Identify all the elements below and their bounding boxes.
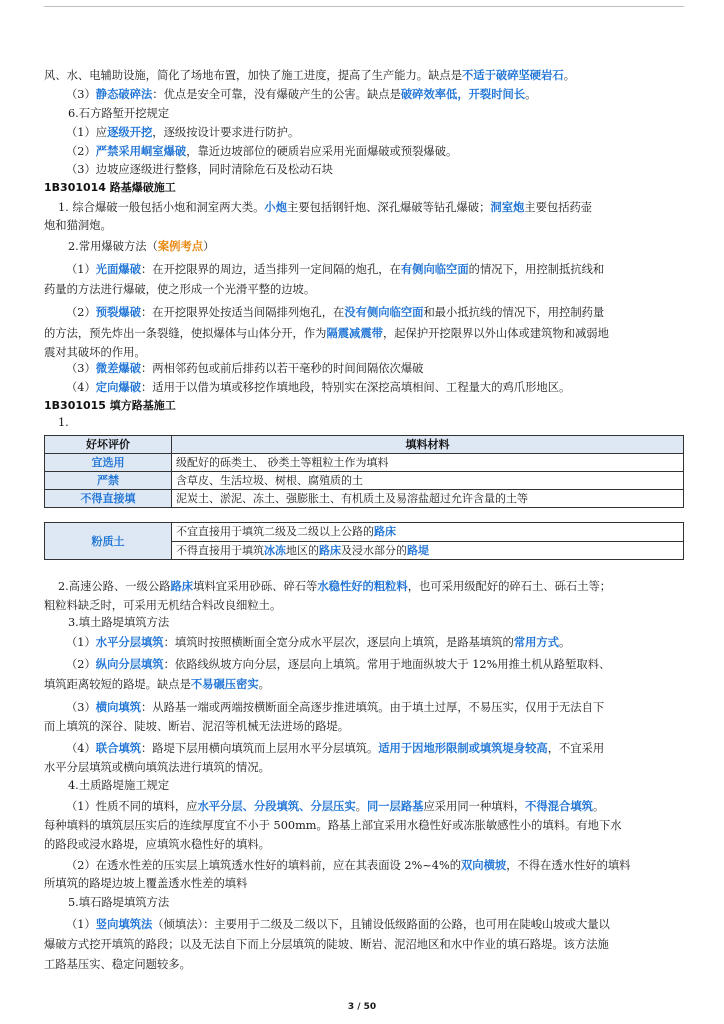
text-line: 工路基压实、稳定问题较多。 xyxy=(44,958,191,971)
text-line: 所填筑的路堤边坡上覆盖透水性差的填料 xyxy=(44,877,248,890)
text-line: （3）横向填筑：从路基一端或两端按横断面全高逐步推进填筑。由于填土过厚，不易压实，仅用于无法自下 xyxy=(66,700,605,714)
text-line: 2.高速公路、一级公路路床填料宜采用砂砾、碎石等水稳性好的粗粒料，也可采用级配好的碎石土、砾石土等； xyxy=(58,579,612,593)
page-number: 3 / 50 xyxy=(347,1002,377,1012)
text-line: 炮和猫洞炮。 xyxy=(44,219,112,232)
text-line: （1）水平分层填筑：填筑时按照横断面全宽分成水平层次，逐层向上填筑，是路基填筑的常用方式。 xyxy=(66,635,571,649)
text-line: 爆破方式挖开填筑的路段；以及无法自下而上分层填筑的陡坡、断岩、泥沼地区和水中作业的填石路堤。该方法施 xyxy=(44,938,609,951)
table-cell-rating: 不得直接填 xyxy=(45,490,172,508)
text-line: 填筑距离较短的路堤。缺点是不易碾压密实。 xyxy=(44,677,270,691)
table-row xyxy=(45,454,684,472)
text-line: （2）在透水性差的压实层上填筑透水性好的填料前，应在其表面设 2%~4%的双向横坡，不得在透水性好的填料 xyxy=(66,858,631,872)
text-line: 3.填土路堤填筑方法 xyxy=(68,616,170,629)
table-cell-rating: 宜选用 xyxy=(45,454,172,472)
table-row xyxy=(45,472,684,490)
text-line: （1）光面爆破：在开挖限界的周边，适当排列一定间隔的炮孔，在有侧向临空面的情况下，用控制抵抗线和 xyxy=(66,262,605,276)
text-line: 粗粒料缺乏时，可采用无机结合料改良细粒土。 xyxy=(44,599,282,612)
table-row xyxy=(45,523,684,542)
table-cell-material: 级配好的砾类土、 砂类土等粗粒土作为填料 xyxy=(172,454,684,472)
text-line: （2）严禁采用峒室爆破，靠近边坡部位的硬质岩应采用光面爆破或预裂爆破。 xyxy=(66,144,458,158)
text-line: （2）纵向分层填筑：依路线纵坡方向分层，逐层向上填筑。常用于地面纵坡大于 12%用推土机从路堑取料、 xyxy=(66,657,611,671)
table-header-row xyxy=(45,436,684,454)
text-line: 震对其破坏的作用。 xyxy=(44,346,146,359)
table-cell-material: 含草皮、生活垃圾、树根、腐殖质的土 xyxy=(172,472,684,490)
table-cell-soil-type: 粉质土 xyxy=(45,523,172,560)
text-line: （4）联合填筑：路堤下层用横向填筑而上层用水平分层填筑。适用于因地形限制或填筑堤身较高，不宜采用 xyxy=(66,741,605,755)
text-line: （1）性质不同的填料，应水平分层、分段填筑、分层压实。同一层路基应采用同一种填料，不得混合填筑。 xyxy=(66,799,605,813)
section-heading: 1B301014 路基爆破施工 xyxy=(44,181,176,194)
table-header-cell: 好坏评价 xyxy=(45,436,172,454)
text-line: （4）定向爆破：适用于以借为填或移挖作填地段，特别实在深挖高填相间、工程量大的鸡爪形地区。 xyxy=(66,380,571,394)
text-line: 2.常用爆破方法（案例考点） xyxy=(68,239,215,253)
table-cell-rule: 不宜直接用于填筑二级及二级以上公路的路床 xyxy=(172,523,684,542)
header-rule xyxy=(44,6,684,7)
table-cell-material: 泥炭土、淤泥、冻土、强膨胀土、有机质土及易溶盐超过允许含量的土等 xyxy=(172,490,684,508)
text-line: 每种填料的填筑层压实后的连续厚度宜不小于 500mm。路基上部宜采用水稳性好或冻胀敏感性小的填料。有地下水 xyxy=(44,819,622,832)
fill-material-table xyxy=(44,435,684,508)
text-line: 药量的方法进行爆破，使之形成一个光滑平整的边坡。 xyxy=(44,283,316,296)
text-line: 6.石方路堑开挖规定 xyxy=(68,107,170,120)
text-line: （3）微差爆破：两相邻药包或前后排药以若干毫秒的时间间隔依次爆破 xyxy=(66,361,424,375)
section-heading: 1B301015 填方路基施工 xyxy=(44,399,176,412)
text-line: 的路段或浸水路堤，应填筑水稳性好的填料。 xyxy=(44,838,270,851)
table-row xyxy=(45,490,684,508)
text-line: （1）竖向填筑法（倾填法）：主要用于二级及二级以下，且铺设低级路面的公路，也可用在陡峻山坡或大量以 xyxy=(66,917,610,931)
text-line: 水平分层填筑或横向填筑法进行填筑的情况。 xyxy=(44,761,270,774)
silty-soil-table xyxy=(44,522,684,560)
text-line: （2）预裂爆破：在开挖限界处按适当间隔排列炮孔，在没有侧向临空面和最小抵抗线的情况下，用控制药量 xyxy=(66,305,605,319)
text-line: 5.填石路堤填筑方法 xyxy=(68,896,170,909)
text-line: （3）静态破碎法：优点是安全可靠，没有爆破产生的公害。缺点是破碎效率低，开裂时间长。 xyxy=(66,87,537,101)
text-line: 风、水、电辅助设施，简化了场地布置，加快了施工进度，提高了生产能力。缺点是不适于破碎坚硬岩石。 xyxy=(44,68,575,82)
text-line: 的方法，预先炸出一条裂缝，使拟爆体与山体分开，作为隔震减震带，起保护开挖限界以外山体或建筑物和减弱地 xyxy=(44,326,609,340)
text-line: （1）应逐级开挖，逐级按设计要求进行防护。 xyxy=(66,125,300,139)
table-header-cell: 填料材料 xyxy=(172,436,684,454)
text-line: 1. 综合爆破一般包括小炮和洞室两大类。小炮主要包括钢钎炮、深孔爆破等钻孔爆破；洞室炮主要包括药壶 xyxy=(58,200,593,214)
text-line: 1. xyxy=(58,416,69,429)
text-line: 4.土质路堤施工规定 xyxy=(68,779,170,792)
table-cell-rule: 不得直接用于填筑冰冻地区的路床及浸水部分的路堤 xyxy=(172,541,684,560)
table-cell-rating: 严禁 xyxy=(45,472,172,490)
text-line: 而上填筑的深谷、陡坡、断岩、泥沼等机械无法进场的路堤。 xyxy=(44,720,350,733)
text-line: （3）边坡应逐级进行整修，同时清除危石及松动石块 xyxy=(66,163,334,176)
